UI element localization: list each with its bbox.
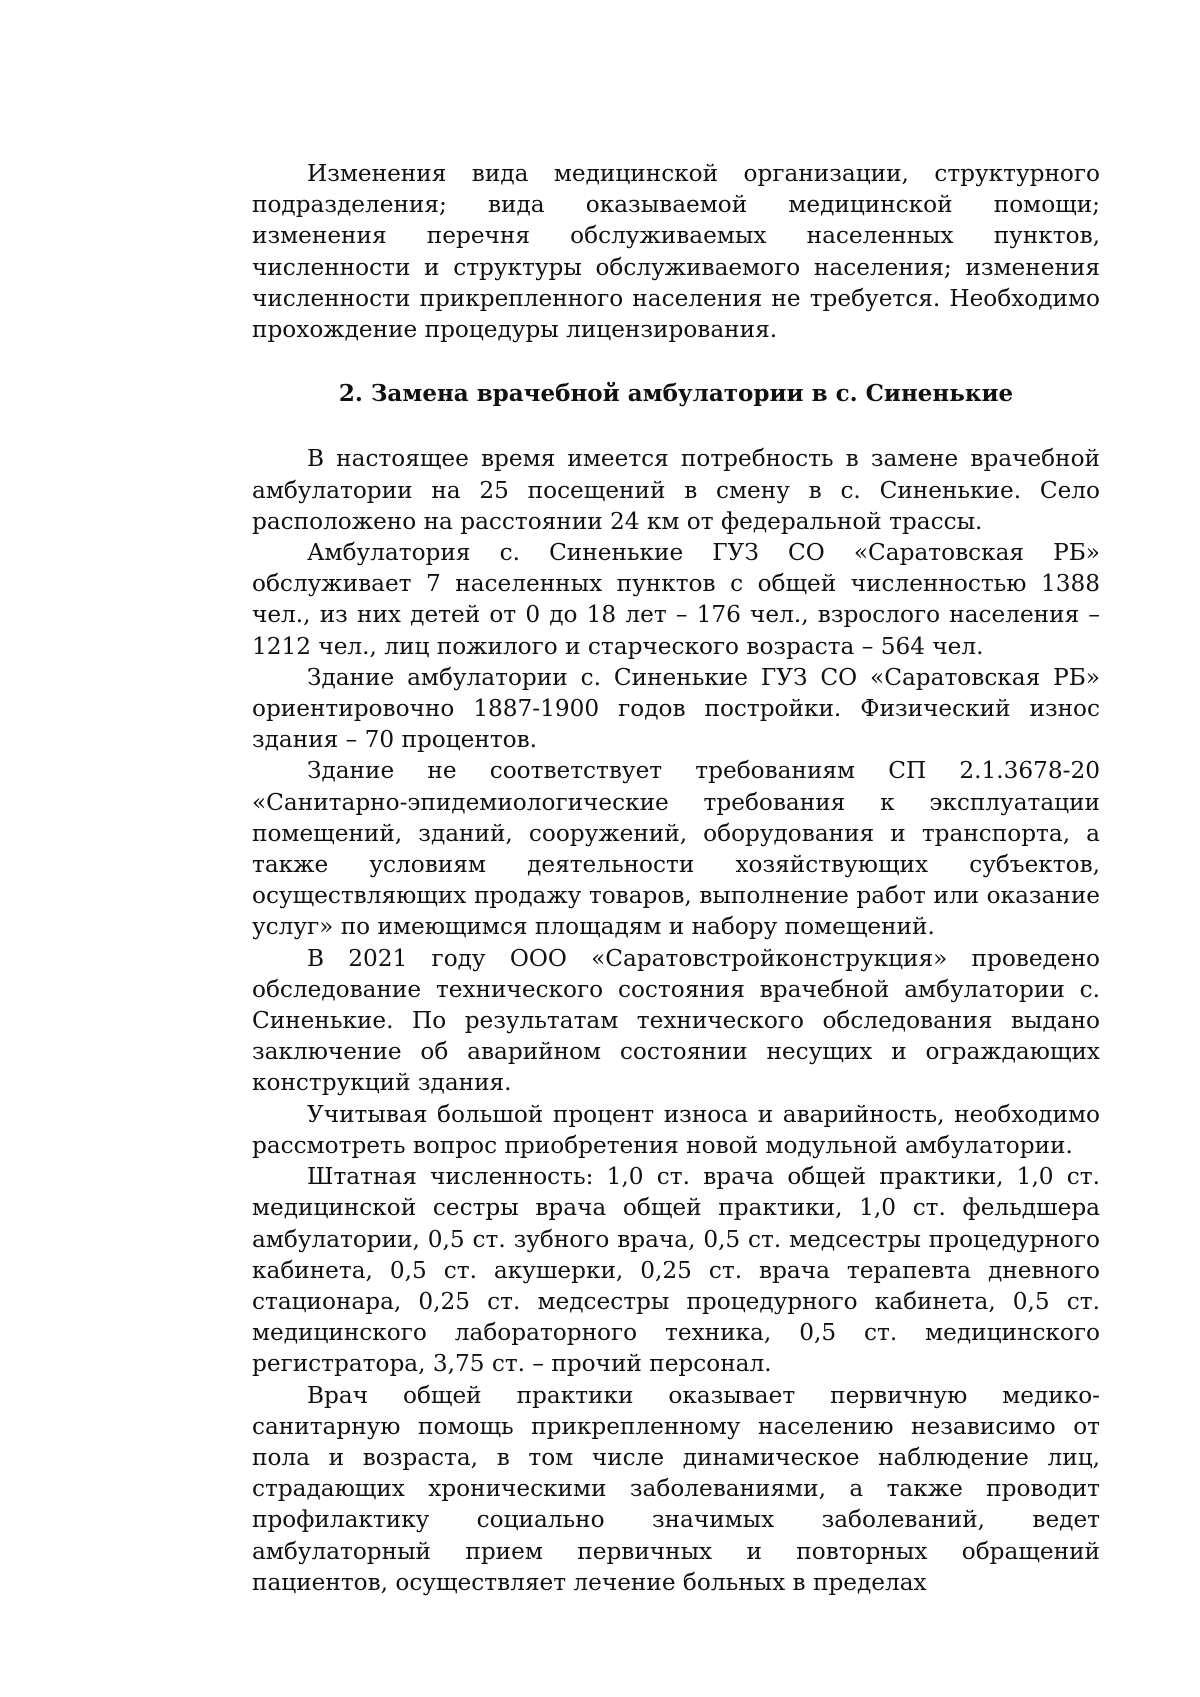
paragraph-building-age: Здание амбулатории с. Синенькие ГУЗ СО «Саратовская РБ» ориентировочно 1887-1900 годов постройки. Физический износ здания – 70 процентов. xyxy=(252,663,1100,754)
paragraph-need: В настоящее время имеется потребность в замене врачебной амбулатории на 25 посещений в смену в с. Синенькие. Село расположено на расстоянии 24 км от федеральной трассы. xyxy=(252,445,1100,535)
paragraph-sanitary-requirements: Здание не соответствует требованиям СП 2.1.3678-20 «Санитарно-эпидемиологические требования к эксплуатации помещений, зданий, сооружений, оборудования и транспорта, а также условиям деятельности хозяйствующих субъектов, осуществляющих продажу товаров, выполнение работ или оказание услуг» по имеющимся площадям и набору помещений. xyxy=(252,757,1100,941)
section-heading: 2. Замена врачебной амбулатории в с. Синенькие xyxy=(338,380,1014,408)
paragraph-population: Амбулатория с. Синенькие ГУЗ СО «Саратовская РБ» обслуживает 7 населенных пунктов с общей численностью 1388 чел., из них детей от 0 до 18 лет – 176 чел., взрослого населения – 1212 чел., лиц пожилого и старческого возраста – 564 чел. xyxy=(252,539,1100,660)
paragraph-new-modular: Учитывая большой процент износа и аварийность, необходимо рассмотреть вопрос приобретения новой модульной амбулатории. xyxy=(252,1100,1100,1159)
paragraph-inspection: В 2021 году ООО «Саратовстройконструкция» проведено обследование технического состояния врачебной амбулатории с. Синенькие. По результатам технического обследования выдано заключение об аварийном состоянии несущих и ограждающих конструкций здания. xyxy=(252,944,1100,1097)
paragraph-changes-note: Изменения вида медицинской организации, структурного подразделения; вида оказываемой медицинской помощи; изменения перечня обслуживаемых населенных пунктов, численности и структуры обслуживаемого населения; изменения численности прикрепленного населения не требуется. Необходимо прохождение процедуры лицензирования. xyxy=(252,160,1100,344)
document-body xyxy=(252,158,1100,1598)
paragraph-staffing: Штатная численность: 1,0 ст. врача общей практики, 1,0 ст. медицинской сестры врача общей практики, 1,0 ст. фельдшера амбулатории, 0,5 ст. зубного врача, 0,5 ст. медсестры процедурного кабинета, 0,5 ст. акушерки, 0,25 ст. врача терапевта дневного стационара, 0,25 ст. медсестры процедурного кабинета, 0,5 ст. медицинского лабораторного техника, 0,5 ст. медицинского регистратора, 3,75 ст. – прочий персонал. xyxy=(252,1163,1100,1378)
paragraph-gp-duties: Врач общей практики оказывает первичную медико-санитарную помощь прикрепленному населению независимо от пола и возраста, в том числе динамическое наблюдение лиц, страдающих хроническими заболеваниями, а также проводит профилактику социально значимых заболеваний, ведет амбулаторный прием первичных и повторных обращений пациентов, осуществляет лечение больных в пределах xyxy=(252,1381,1100,1596)
